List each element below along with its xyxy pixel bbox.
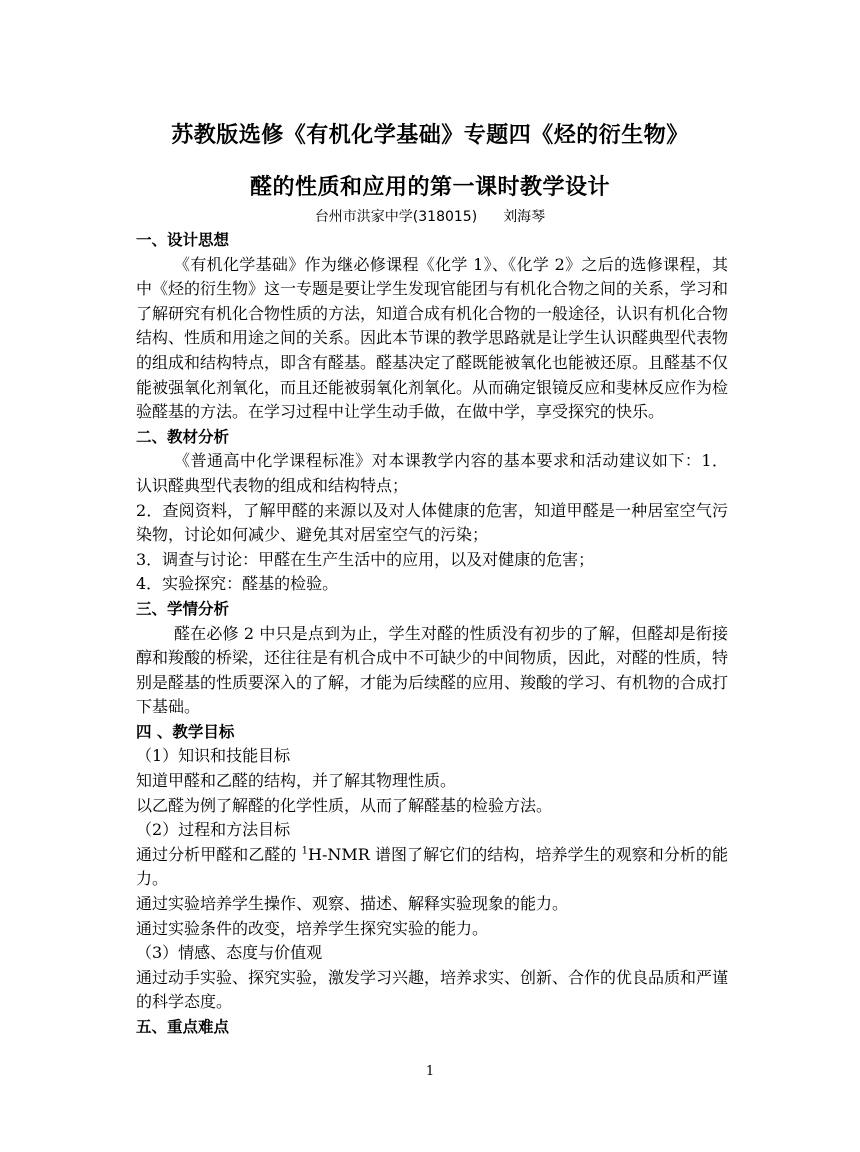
list-item: 4．实验探究：醛基的检验。 (136, 574, 339, 594)
section-heading-students: 三、学情分析 (136, 599, 230, 618)
objective-line: 通过动手实验、探究实验，激发学习兴趣，培养求实、创新、合作的优良品质和严谨的科学态度。 (136, 967, 729, 1012)
subheading-process: （2）过程和方法目标 (136, 820, 291, 840)
objective-line: 通过实验培养学生操作、观察、描述、解释实验现象的能力。 (136, 894, 569, 914)
author-school: 台州市洪家中学(318015) (314, 209, 478, 225)
subheading-knowledge: （1）知识和技能目标 (136, 746, 291, 766)
section-heading-objectives: 四 、教学目标 (136, 722, 235, 741)
subheading-attitude: （3）情感、态度与价值观 (136, 943, 323, 963)
paragraph-design: 《有机化学基础》作为继必修课程《化学 1》、《化学 2》之后的选修课程，其中《烃的衍生物》这一专题是要让学生发现官能团与有机化合物之间的关系，学习和了解研究有机化合物性质的方法，知道合成有机化合物的一般途径，认识有机化合物结构、性质和用途之间的关系。因此本节课的教学思路就是让学生认识醛典型代表物的组成和结构特点，即含有醛基。醛基决定了醛既能被氧化也能被还原。且醛基不仅能被强氧化剂氧化，而且还能被弱氧化剂氧化。从而确定银镜反应和斐林反应作为检验醛基的方法。在学习过程中让学生动手做，在做中学，享受探究的快乐。 (136, 254, 729, 422)
section-heading-design: 一、设计思想 (136, 231, 230, 249)
list-item: 2．查阅资料，了解甲醛的来源以及对人体健康的危害，知道甲醛是一种居室空气污染物，讨论如何减少、避免其对居室空气的污染； (136, 500, 728, 545)
nmr-superscript: 1 (301, 845, 309, 857)
objective-line: 通过实验条件的改变，培养学生探究实验的能力。 (136, 918, 489, 938)
document-body (136, 228, 728, 1040)
section-heading-keypoints: 五、重点难点 (136, 1018, 230, 1036)
list-item: 3．调查与讨论：甲醛在生产生活中的应用，以及对健康的危害； (136, 549, 595, 569)
page-number: 1 (425, 1064, 435, 1079)
paragraph-textbook: 《普通高中化学课程标准》对本课教学内容的基本要求和活动建议如下：1．认识醛典型代表物的组成和结构特点； (136, 451, 728, 495)
document-title-line2: 醛的性质和应用的第一课时教学设计 (249, 175, 610, 200)
paragraph-students: 醛在必修 2 中只是点到为止，学生对醛的性质没有初步的了解，但醛却是衔接醇和羧酸的桥梁，还往往是有机合成中不可缺少的中间物质，因此，对醛的性质，特别是醛基的性质要深入的了解，才能为后续醛的应用、羧酸的学习、有机物的合成打下基础。 (136, 623, 729, 717)
document-title-line1: 苏教版选修《有机化学基础》专题四《烃的衍生物》 (171, 123, 689, 148)
author-name: 刘海琴 (503, 209, 546, 225)
nmr-text-pre: 通过分析甲醛和乙醛的 (136, 844, 302, 864)
author-line (0, 206, 860, 226)
objective-line: 知道甲醛和乙醛的结构，并了解其物理性质。 (136, 771, 457, 791)
section-heading-textbook: 二、教材分析 (136, 427, 230, 446)
objective-line: 以乙醛为例了解醛的化学性质，从而了解醛基的检验方法。 (136, 795, 553, 815)
nmr-text-post: H-NMR 谱图了解它们的结构，培养学生的观察和分析的能力。 (136, 844, 728, 889)
objective-line-nmr (136, 843, 728, 892)
